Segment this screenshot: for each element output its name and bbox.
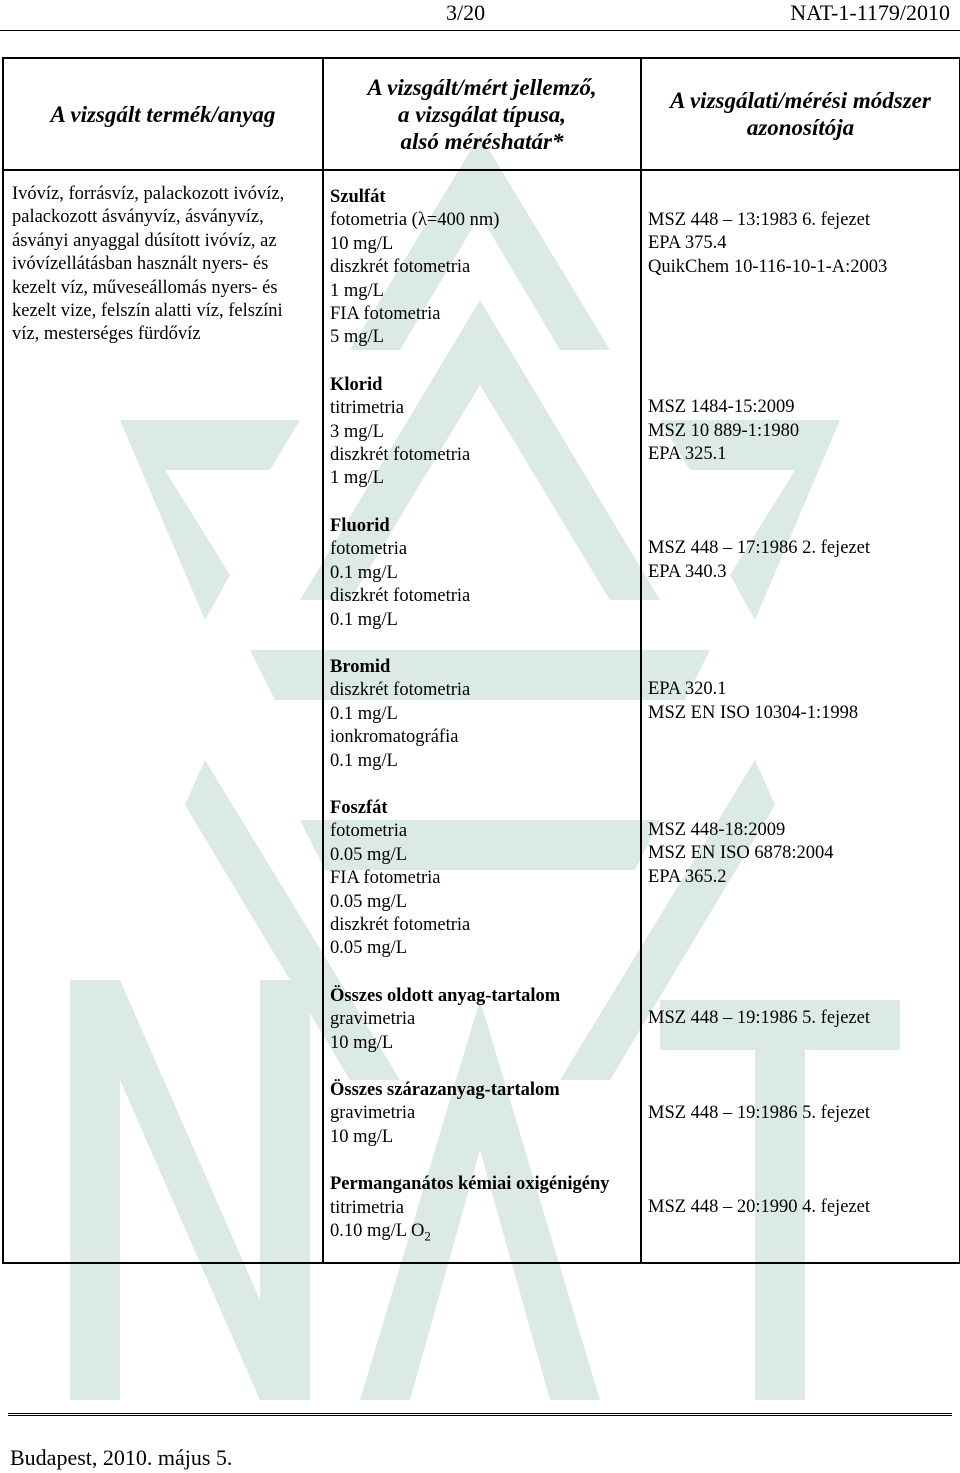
parameter-block [330, 186, 634, 350]
footer-rule [8, 1413, 952, 1416]
parameter-cell [323, 170, 641, 1263]
method-line: MSZ 1484-15:2009 [648, 397, 795, 418]
header-method-line: azonosítója [746, 115, 855, 140]
method-line: MSZ 448 – 19:1986 5. fejezet [648, 1008, 870, 1029]
method-line: EPA 375.4 [648, 233, 727, 254]
method-block [648, 678, 953, 725]
method-line: MSZ 448 – 19:1986 5. fejezet [648, 1102, 870, 1123]
method-line: EPA 325.1 [648, 444, 727, 465]
parameter-block [330, 985, 634, 1055]
method-line: MSZ 10 889-1:1980 [648, 420, 800, 441]
method-block [648, 1196, 953, 1219]
document-code: NAT-1-1179/2010 [790, 0, 950, 25]
product-line: palackozott ásványvíz, ásványvíz, [12, 207, 264, 228]
header-method [641, 58, 960, 170]
parameter-detail: 0.10 mg/L $O_2$ [330, 1221, 431, 1244]
method-line: EPA 365.2 [648, 866, 727, 887]
parameter-name: Fluorid [330, 515, 390, 536]
parameter-detail: 10 mg/L [330, 1126, 394, 1147]
parameter-detail: fotometria (λ=400 nm) [330, 210, 500, 231]
parameter-name: Permanganátos kémiai oxigénigény [330, 1174, 610, 1195]
header-parameter-line: alsó méréshatár* [400, 128, 564, 154]
header-rule [0, 30, 960, 31]
parameter-detail: 1 mg/L [330, 280, 384, 301]
parameter-name: Bromid [330, 656, 391, 677]
parameter-block [330, 656, 634, 773]
table-header-row [3, 58, 960, 170]
method-block [648, 819, 953, 889]
accreditation-table [2, 57, 960, 1264]
method-line: EPA 340.3 [648, 561, 727, 582]
table-body-row [3, 170, 960, 1263]
parameter-detail: fotometria [330, 821, 408, 842]
parameter-detail: 0.1 mg/L [330, 703, 398, 724]
parameter-detail: 1 mg/L [330, 468, 384, 489]
product-line: ásványi anyaggal dúsított ivóvíz, az [12, 230, 277, 251]
parameter-name: Klorid [330, 374, 383, 395]
parameter-block [330, 1079, 634, 1149]
page-header [0, 0, 960, 30]
parameter-detail: 0.05 mg/L [330, 891, 408, 912]
method-cell [641, 170, 960, 1263]
method-line: MSZ EN ISO 10304-1:1998 [648, 702, 859, 723]
method-block [648, 1007, 953, 1030]
parameter-detail: 10 mg/L [330, 1032, 394, 1053]
header-parameter-line: A vizsgált/mért jellemző, [367, 74, 597, 100]
header-method-line: A vizsgálati/mérési módszer [670, 88, 931, 113]
parameter-detail: gravimetria [330, 1009, 416, 1030]
parameter-block [330, 515, 634, 632]
subscript: 2 [424, 1228, 431, 1244]
parameter-detail: ionkromatográfia [330, 727, 459, 748]
parameter-detail: 3 mg/L [330, 421, 384, 442]
product-cell [3, 170, 323, 1263]
method-line: QuikChem 10-116-10-1-A:2003 [648, 256, 888, 277]
product-line: Ivóvíz, forrásvíz, palackozott ivóvíz, [12, 184, 285, 204]
parameter-detail: diszkrét fotometria [330, 680, 471, 701]
method-block [648, 537, 953, 584]
parameter-detail: 0.05 mg/L [330, 938, 408, 959]
header-parameter-line: a vizsgálat típusa, [397, 101, 567, 127]
method-block [648, 1102, 953, 1125]
method-line: MSZ 448 – 17:1986 2. fejezet [648, 538, 870, 559]
parameter-detail: diszkrét fotometria [330, 586, 471, 607]
parameter-name: Szulfát [330, 187, 386, 207]
parameter-detail: diszkrét fotometria [330, 445, 471, 466]
product-line: kezelt vize, felszín alatti víz, felszíni [12, 301, 283, 322]
method-line: MSZ 448-18:2009 [648, 820, 786, 841]
footer-date: Budapest, 2010. május 5. [10, 1445, 233, 1470]
parameter-detail: 10 mg/L [330, 233, 394, 254]
parameter-detail: fotometria [330, 539, 408, 560]
parameter-detail: 5 mg/L [330, 327, 384, 348]
parameter-detail: gravimetria [330, 1103, 416, 1124]
parameter-block [330, 797, 634, 961]
parameter-name: Összes szárazanyag-tartalom [330, 1080, 560, 1100]
parameter-block [330, 1173, 634, 1248]
parameter-name: Foszfát [330, 797, 388, 818]
parameter-detail: diszkrét fotometria [330, 914, 471, 935]
parameter-block [330, 374, 634, 491]
method-line: MSZ EN ISO 6878:2004 [648, 843, 834, 864]
method-line: EPA 320.1 [648, 679, 727, 700]
parameter-detail: diszkrét fotometria [330, 257, 471, 278]
method-line: MSZ 448 – 13:1983 6. fejezet [648, 210, 870, 230]
parameter-detail: 0.1 mg/L [330, 609, 398, 630]
header-product: A vizsgált termék/anyag [3, 58, 323, 170]
method-line: MSZ 448 – 20:1990 4. fejezet [648, 1197, 870, 1218]
parameter-detail: FIA fotometria [330, 304, 441, 325]
product-line: ivóvízellátásban használt nyers- és [12, 254, 269, 275]
method-block [648, 209, 953, 279]
parameter-detail: FIA fotometria [330, 868, 441, 889]
product-line: víz, mesterséges fürdővíz [12, 324, 201, 345]
method-block [648, 396, 953, 466]
parameter-detail: 0.1 mg/L [330, 750, 398, 771]
parameter-detail: titrimetria [330, 398, 404, 419]
parameter-detail: titrimetria [330, 1197, 404, 1218]
parameter-name: Összes oldott anyag-tartalom [330, 985, 561, 1006]
page-number: 3/20 [446, 0, 486, 25]
header-parameter [323, 58, 641, 170]
parameter-detail: 0.1 mg/L [330, 562, 398, 583]
parameter-detail: 0.05 mg/L [330, 844, 408, 865]
product-line: kezelt víz, műveseállomás nyers- és [12, 277, 278, 298]
